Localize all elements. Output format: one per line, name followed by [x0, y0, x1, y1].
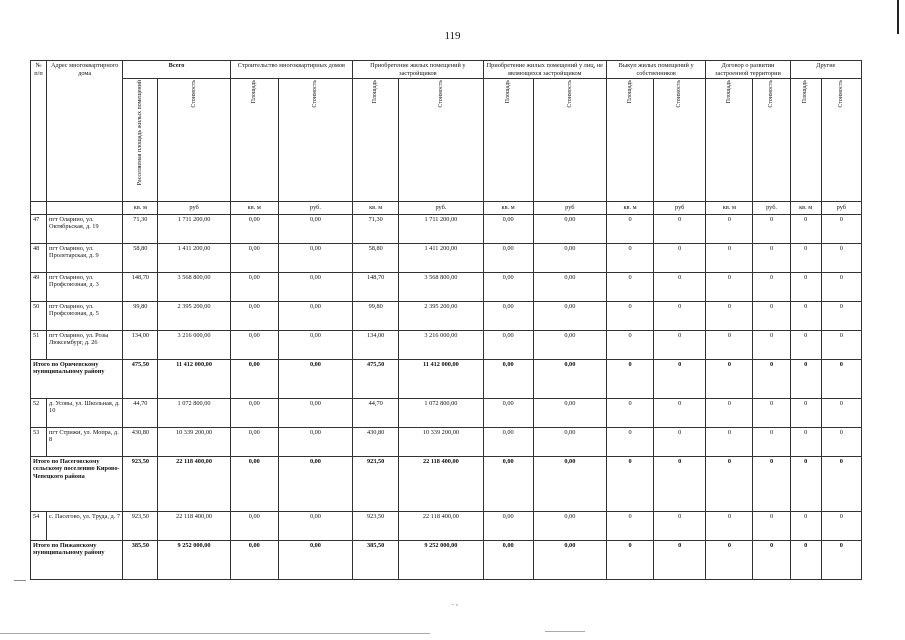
value-cell: 0 — [706, 214, 753, 243]
value-cell: 0,00 — [278, 398, 352, 427]
value-cell: 0,00 — [230, 330, 278, 359]
sub-resettled-area-header — [123, 79, 158, 202]
value-cell: 134,00 — [353, 330, 399, 359]
sub-cost-header — [399, 79, 483, 202]
value-cell: 0,00 — [278, 540, 352, 579]
sub-cost-header — [753, 79, 790, 202]
value-cell: 0,00 — [533, 301, 606, 330]
value-cell: 2 395 200,00 — [158, 301, 230, 330]
row-number: 48 — [31, 243, 47, 272]
value-cell: 475,50 — [123, 359, 158, 398]
row-address: пгт Оларино, ул. Октябрьская, д. 19 — [47, 214, 123, 243]
sub-cost-header — [821, 79, 861, 202]
value-cell: 1 711 200,00 — [399, 214, 483, 243]
value-cell: 0 — [790, 359, 821, 398]
total-row — [31, 456, 862, 511]
value-cell: 0 — [606, 398, 653, 427]
value-cell: 3 568 800,00 — [158, 272, 230, 301]
value-cell: 0 — [654, 214, 706, 243]
value-cell: 0 — [606, 243, 653, 272]
sub-cost-header — [654, 79, 706, 202]
value-cell: 0 — [654, 330, 706, 359]
value-cell: 0,00 — [483, 359, 533, 398]
value-cell: 0,00 — [483, 511, 533, 540]
group-non-developer-header: Приобретение жилых помещений у лиц, не являющихся застройщиком — [483, 61, 606, 79]
value-cell: 0,00 — [533, 272, 606, 301]
value-cell: 10 339 200,00 — [399, 427, 483, 456]
value-cell: 0 — [706, 456, 753, 511]
value-cell: 385,50 — [353, 540, 399, 579]
sub-area-label: Площадь — [626, 80, 633, 104]
value-cell: 0 — [654, 243, 706, 272]
value-cell: 22 118 400,00 — [158, 456, 230, 511]
sub-area-header — [230, 79, 278, 202]
units-row — [31, 202, 862, 215]
value-cell: 0 — [606, 359, 653, 398]
unit-cell: кв. м — [606, 202, 653, 215]
unit-cell: руб — [821, 202, 861, 215]
value-cell: 0 — [706, 398, 753, 427]
sub-cost-label: Стоимость — [566, 80, 573, 108]
value-cell: 0 — [706, 511, 753, 540]
value-cell: 0 — [821, 330, 861, 359]
value-cell: 0 — [753, 301, 790, 330]
value-cell: 0 — [654, 272, 706, 301]
scan-artifact — [14, 580, 26, 581]
value-cell: 0 — [606, 330, 653, 359]
sub-area-header — [483, 79, 533, 202]
value-cell: 0 — [706, 301, 753, 330]
table-row — [31, 427, 862, 456]
value-cell: 0 — [790, 398, 821, 427]
table-body — [31, 214, 862, 579]
total-label: Итого по Пасеговскому сельскому поселению Кирово-Чепецкого района — [31, 456, 123, 511]
value-cell: 0 — [654, 511, 706, 540]
units-spacer — [47, 202, 123, 215]
value-cell: 0,00 — [278, 243, 352, 272]
value-cell: 0 — [790, 301, 821, 330]
value-cell: 0,00 — [483, 330, 533, 359]
value-cell: 0 — [753, 511, 790, 540]
row-address: д. Усовы, ул. Школьная, д. 10 — [47, 398, 123, 427]
row-number: 54 — [31, 511, 47, 540]
sub-area-label: Площадь — [372, 80, 379, 104]
scan-artifact — [0, 633, 430, 634]
value-cell: 0 — [606, 427, 653, 456]
value-cell: 0 — [790, 330, 821, 359]
value-cell: 9 252 000,00 — [399, 540, 483, 579]
value-cell: 9 252 000,00 — [158, 540, 230, 579]
page-number: 119 — [444, 30, 461, 42]
value-cell: 71,30 — [123, 214, 158, 243]
unit-cell: кв. м — [123, 202, 158, 215]
value-cell: 0 — [654, 456, 706, 511]
value-cell: 0,00 — [533, 214, 606, 243]
value-cell: 0 — [654, 398, 706, 427]
value-cell: 134,00 — [123, 330, 158, 359]
row-number: 53 — [31, 427, 47, 456]
row-number: 49 — [31, 272, 47, 301]
sub-area-header — [790, 79, 821, 202]
row-address: пгт Стрижи, ул. Мопра, д. 8 — [47, 427, 123, 456]
value-cell: 0 — [821, 456, 861, 511]
value-cell: 22 118 400,00 — [399, 511, 483, 540]
row-address: пгт Оларино, ул. Розы Люксембург, д. 26 — [47, 330, 123, 359]
value-cell: 0 — [790, 427, 821, 456]
scan-edge-rule — [897, 0, 899, 34]
value-cell: 0,00 — [278, 301, 352, 330]
sub-area-header — [606, 79, 653, 202]
value-cell: 475,50 — [353, 359, 399, 398]
value-cell: 3 216 000,00 — [399, 330, 483, 359]
value-cell: 0,00 — [483, 214, 533, 243]
value-cell: 71,30 — [353, 214, 399, 243]
value-cell: 0,00 — [483, 398, 533, 427]
value-cell: 0,00 — [230, 427, 278, 456]
row-number: 47 — [31, 214, 47, 243]
sub-area-label: Площадь — [250, 80, 257, 104]
value-cell: 0 — [706, 272, 753, 301]
value-cell: 0,00 — [230, 456, 278, 511]
value-cell: 0 — [821, 243, 861, 272]
value-cell: 0,00 — [230, 214, 278, 243]
sub-cost-label: Стоимость — [838, 80, 845, 108]
value-cell: 58,80 — [353, 243, 399, 272]
total-label: Итого по Пижанскому муниципальному району — [31, 540, 123, 579]
header-sub-row — [31, 79, 862, 202]
value-cell: 0 — [654, 359, 706, 398]
value-cell: 0 — [706, 359, 753, 398]
table-row — [31, 272, 862, 301]
value-cell: 0 — [753, 243, 790, 272]
unit-cell: руб. — [278, 202, 352, 215]
value-cell: 0 — [654, 301, 706, 330]
sub-cost-header — [533, 79, 606, 202]
value-cell: 3 568 800,00 — [399, 272, 483, 301]
value-cell: 0 — [790, 511, 821, 540]
row-number: 50 — [31, 301, 47, 330]
unit-cell: кв. м — [790, 202, 821, 215]
value-cell: 0,00 — [278, 330, 352, 359]
value-cell: 0 — [753, 456, 790, 511]
unit-cell: руб. — [753, 202, 790, 215]
value-cell: 923,50 — [353, 511, 399, 540]
group-buyout-header: Выкуп жилых помещений у собственников — [606, 61, 705, 79]
sub-cost-label: Стоимость — [676, 80, 683, 108]
value-cell: 3 216 000,00 — [158, 330, 230, 359]
sub-cost-label: Стоимость — [768, 80, 775, 108]
value-cell: 0,00 — [483, 243, 533, 272]
total-label: Итого по Оричевскому муниципальному району — [31, 359, 123, 398]
row-number: 51 — [31, 330, 47, 359]
value-cell: 0 — [606, 214, 653, 243]
value-cell: 0 — [753, 272, 790, 301]
group-construction-header: Строительство многоквартирных домов — [230, 61, 352, 79]
col-address-header: Адрес многоквартирного дома — [47, 61, 123, 202]
table-row — [31, 243, 862, 272]
unit-cell: кв. м — [483, 202, 533, 215]
value-cell: 0 — [821, 272, 861, 301]
group-developer-header: Приобретение жилых помещений у застройщиков — [353, 61, 483, 79]
value-cell: 0,00 — [230, 243, 278, 272]
value-cell: 0 — [821, 214, 861, 243]
value-cell: 0 — [606, 456, 653, 511]
value-cell: 0,00 — [483, 427, 533, 456]
value-cell: 0 — [753, 330, 790, 359]
value-cell: 0 — [821, 301, 861, 330]
value-cell: 0,00 — [278, 427, 352, 456]
table-row — [31, 330, 862, 359]
value-cell: 99,80 — [353, 301, 399, 330]
value-cell: 0 — [706, 540, 753, 579]
group-territory-header: Договор о развитии застроенной территории — [706, 61, 790, 79]
value-cell: 0 — [753, 359, 790, 398]
value-cell: 0 — [753, 214, 790, 243]
group-other-header: Другие — [790, 61, 861, 79]
sub-cost-label: Стоимость — [437, 80, 444, 108]
sub-resettled-area-label: Расселяемая площадь жилых помещений — [137, 80, 144, 186]
value-cell: 0,00 — [483, 540, 533, 579]
sub-cost-header — [158, 79, 230, 202]
col-no-header: № п/п — [31, 61, 47, 202]
value-cell: 0,00 — [533, 427, 606, 456]
value-cell: 0,00 — [278, 456, 352, 511]
unit-cell: руб — [654, 202, 706, 215]
value-cell: 0,00 — [483, 456, 533, 511]
value-cell: 0 — [606, 272, 653, 301]
value-cell: 0,00 — [533, 359, 606, 398]
row-address: пгт Оларино, ул. Профсоюзная, д. 5 — [47, 301, 123, 330]
value-cell: 0 — [753, 398, 790, 427]
value-cell: 22 118 400,00 — [158, 511, 230, 540]
value-cell: 923,50 — [123, 456, 158, 511]
value-cell: 0 — [790, 243, 821, 272]
value-cell: 923,50 — [123, 511, 158, 540]
value-cell: 0,00 — [230, 511, 278, 540]
header-group-row — [31, 61, 862, 79]
value-cell: 0,00 — [278, 214, 352, 243]
value-cell: 0 — [821, 359, 861, 398]
row-address: с. Пасегово, ул. Труда, д. 7 — [47, 511, 123, 540]
sub-cost-header — [278, 79, 352, 202]
value-cell: 0,00 — [533, 398, 606, 427]
value-cell: 0,00 — [278, 272, 352, 301]
value-cell: 0 — [706, 243, 753, 272]
scan-artifact — [545, 631, 585, 632]
value-cell: 0 — [753, 427, 790, 456]
table-row — [31, 301, 862, 330]
sub-cost-label: Стоимость — [312, 80, 319, 108]
value-cell: 0 — [606, 511, 653, 540]
value-cell: 0 — [790, 214, 821, 243]
value-cell: 11 412 000,00 — [399, 359, 483, 398]
value-cell: 0 — [790, 272, 821, 301]
value-cell: 923,50 — [353, 456, 399, 511]
value-cell: 1 411 200,00 — [158, 243, 230, 272]
value-cell: 44,70 — [353, 398, 399, 427]
value-cell: 0,00 — [533, 330, 606, 359]
value-cell: 0 — [654, 540, 706, 579]
table-row — [31, 398, 862, 427]
value-cell: 1 072 800,00 — [399, 398, 483, 427]
unit-cell: кв. м — [353, 202, 399, 215]
value-cell: 0 — [606, 540, 653, 579]
value-cell: 430,80 — [353, 427, 399, 456]
sub-area-header — [353, 79, 399, 202]
value-cell: 0,00 — [230, 540, 278, 579]
value-cell: 0,00 — [483, 272, 533, 301]
value-cell: 0,00 — [483, 301, 533, 330]
value-cell: 0,00 — [533, 540, 606, 579]
value-cell: 10 339 200,00 — [158, 427, 230, 456]
value-cell: 0 — [753, 540, 790, 579]
scan-artifact: . , — [452, 598, 458, 607]
value-cell: 0 — [821, 540, 861, 579]
unit-cell: кв. м — [706, 202, 753, 215]
value-cell: 0,00 — [230, 301, 278, 330]
value-cell: 0,00 — [533, 243, 606, 272]
value-cell: 148,70 — [353, 272, 399, 301]
value-cell: 385,50 — [123, 540, 158, 579]
value-cell: 0 — [606, 301, 653, 330]
sub-area-label: Площадь — [726, 80, 733, 104]
value-cell: 1 411 200,00 — [399, 243, 483, 272]
value-cell: 0,00 — [230, 398, 278, 427]
unit-cell: руб — [158, 202, 230, 215]
total-row — [31, 540, 862, 579]
unit-cell: кв. м — [230, 202, 278, 215]
table-row — [31, 214, 862, 243]
value-cell: 0 — [821, 427, 861, 456]
row-address: пгт Оларино, ул. Профсоюзная, д. 3 — [47, 272, 123, 301]
value-cell: 0,00 — [230, 359, 278, 398]
sub-area-label: Площадь — [802, 80, 809, 104]
table-row — [31, 511, 862, 540]
value-cell: 2 395 200,00 — [399, 301, 483, 330]
row-address: пгт Оларино, ул. Пролетарская, д. 9 — [47, 243, 123, 272]
value-cell: 0,00 — [278, 359, 352, 398]
value-cell: 0 — [706, 330, 753, 359]
group-total-header: Всего — [123, 61, 230, 79]
unit-cell: руб — [533, 202, 606, 215]
value-cell: 0,00 — [230, 272, 278, 301]
resettlement-table — [30, 60, 862, 580]
value-cell: 430,80 — [123, 427, 158, 456]
row-number: 52 — [31, 398, 47, 427]
value-cell: 0 — [790, 540, 821, 579]
value-cell: 0 — [790, 456, 821, 511]
value-cell: 44,70 — [123, 398, 158, 427]
value-cell: 0,00 — [533, 456, 606, 511]
sub-cost-label: Стоимость — [190, 80, 197, 108]
value-cell: 58,80 — [123, 243, 158, 272]
value-cell: 11 412 000,00 — [158, 359, 230, 398]
value-cell: 0,00 — [278, 511, 352, 540]
value-cell: 0 — [821, 511, 861, 540]
value-cell: 1 072 800,00 — [158, 398, 230, 427]
total-row — [31, 359, 862, 398]
sub-area-label: Площадь — [504, 80, 511, 104]
value-cell: 148,70 — [123, 272, 158, 301]
unit-cell: руб. — [399, 202, 483, 215]
units-spacer — [31, 202, 47, 215]
value-cell: 99,80 — [123, 301, 158, 330]
value-cell: 0 — [821, 398, 861, 427]
sub-area-header — [706, 79, 753, 202]
value-cell: 0 — [706, 427, 753, 456]
value-cell: 1 711 200,00 — [158, 214, 230, 243]
value-cell: 0,00 — [533, 511, 606, 540]
value-cell: 22 118 400,00 — [399, 456, 483, 511]
value-cell: 0 — [654, 427, 706, 456]
